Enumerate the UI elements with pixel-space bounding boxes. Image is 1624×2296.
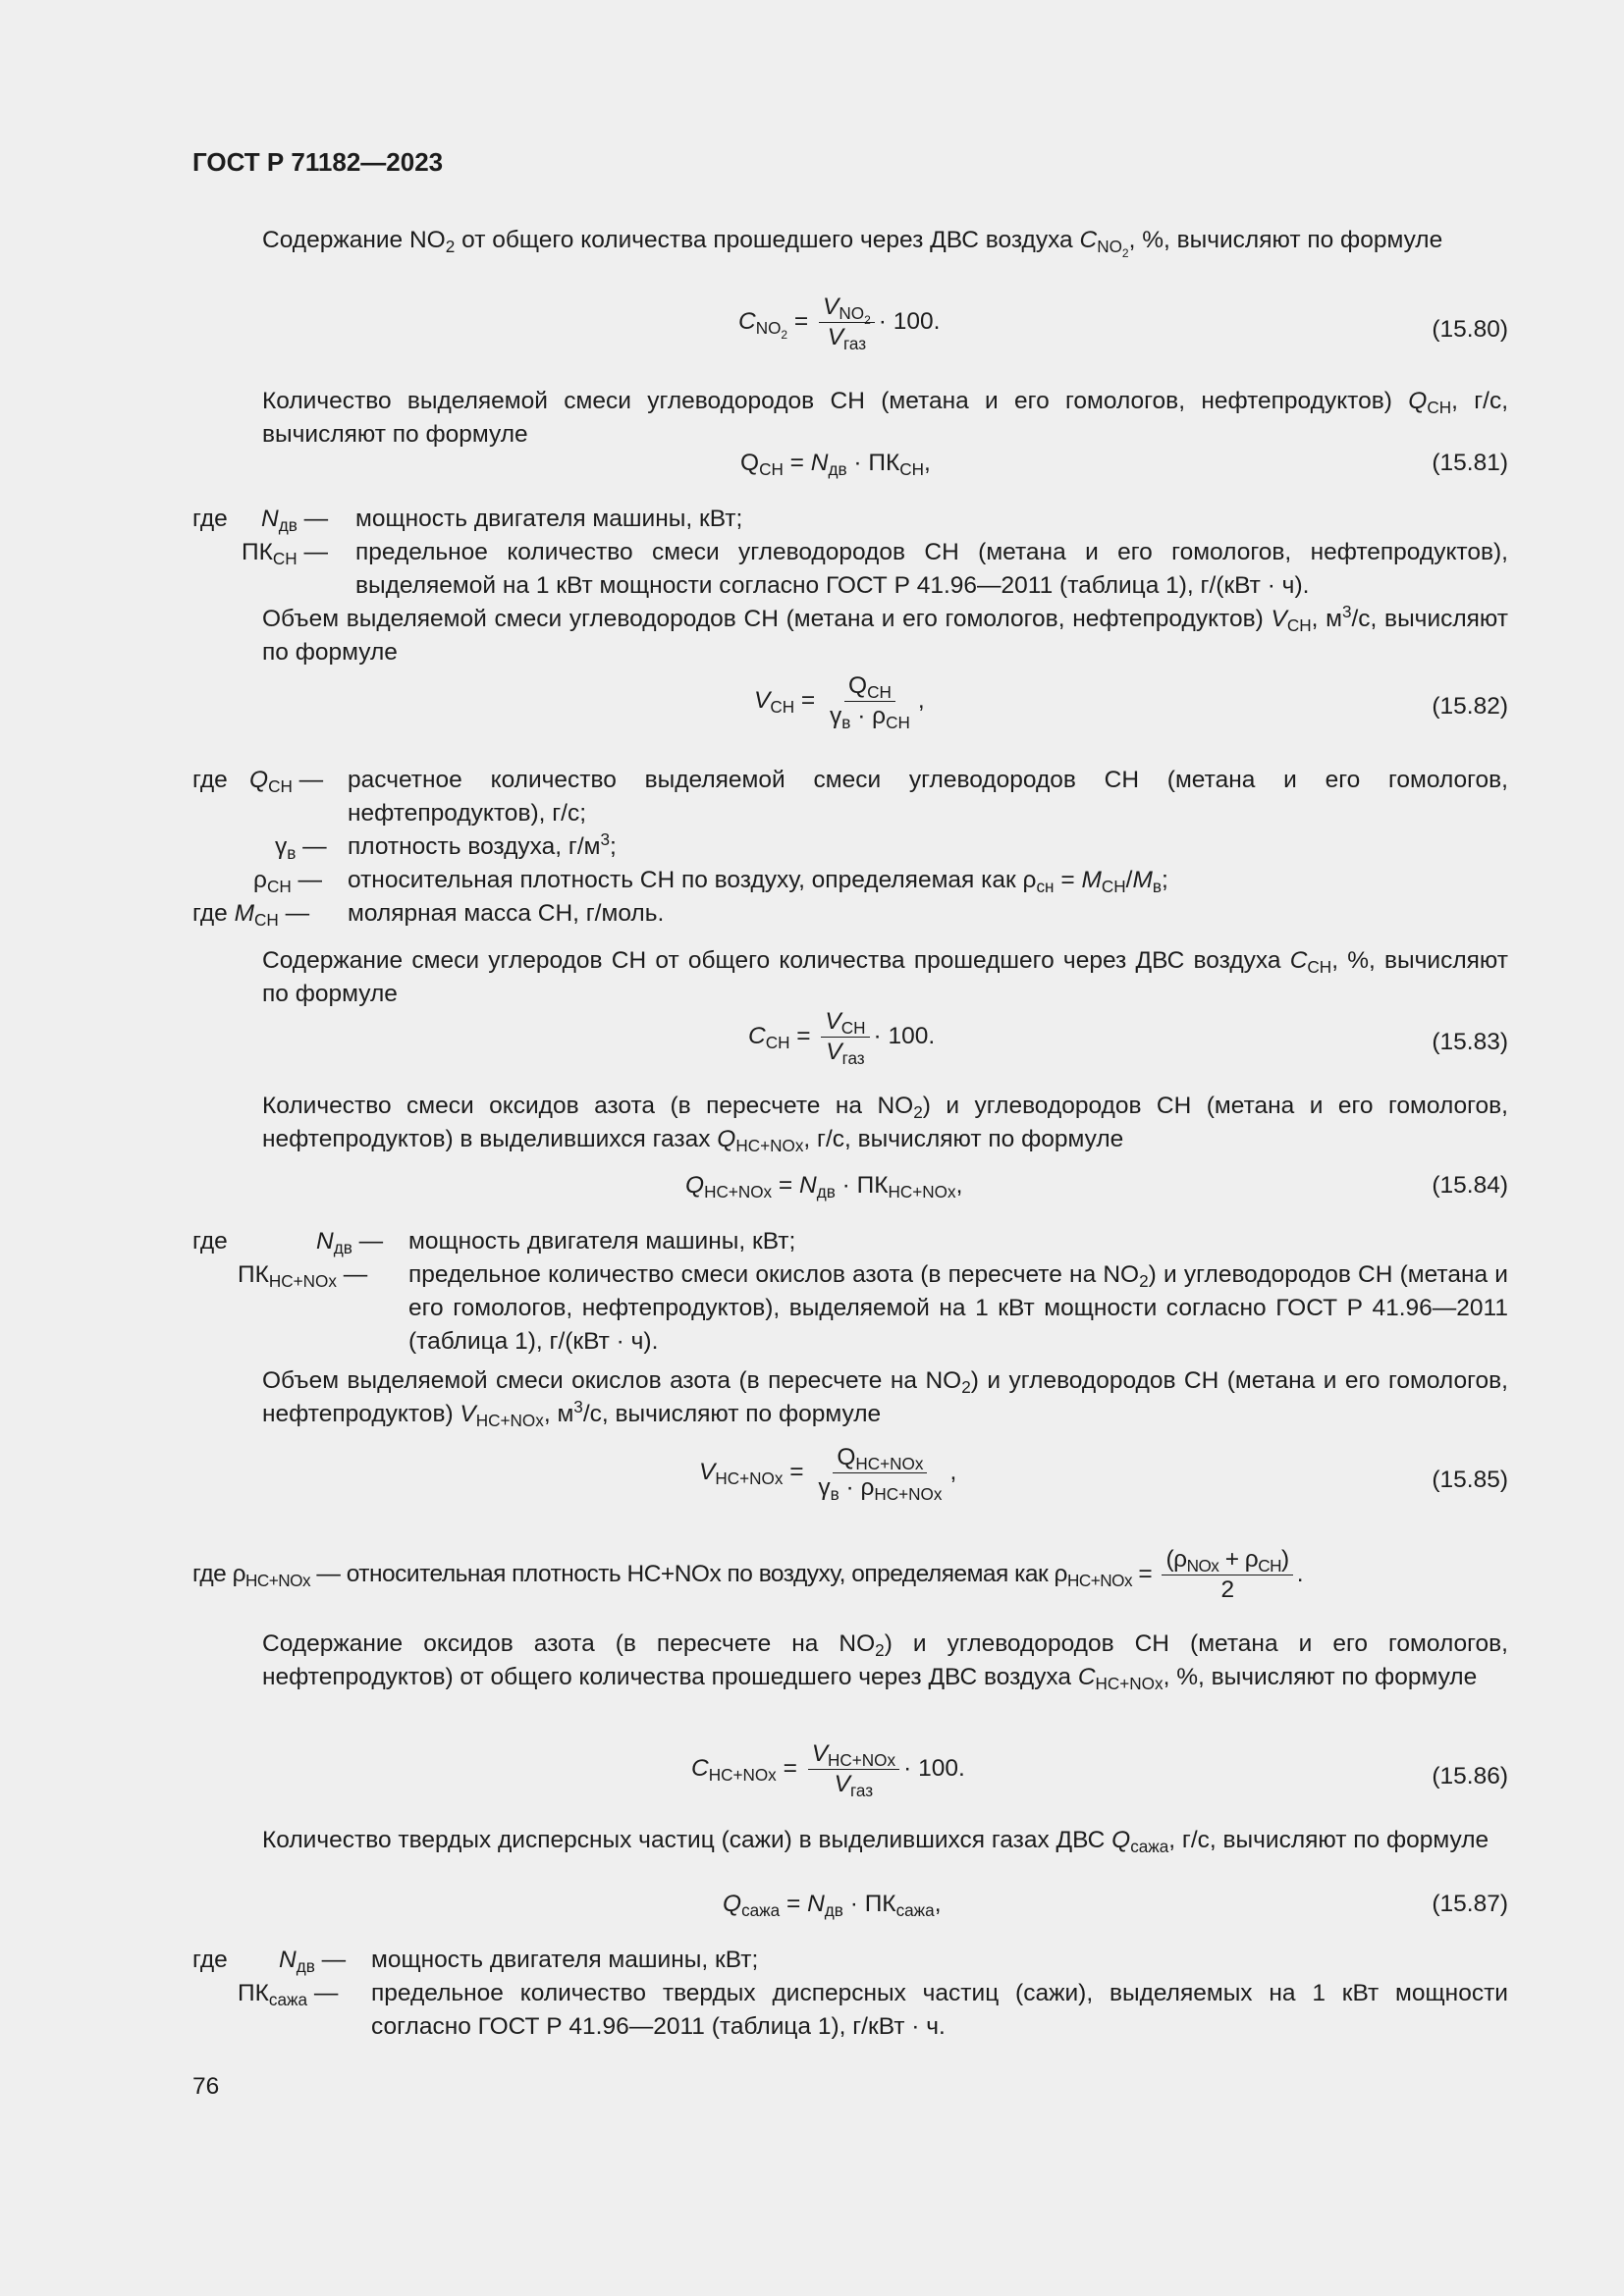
equation-15-87: $Q_{сажа} = N_{дв} \cdot ПК_{сажа}$, (15.87) [723,1891,1508,1920]
equation-15-85: $V_{HC+NOx}$ = $\frac{Q_{HC+NOx}}{\gamma_в \cdot \rho_{HC+NOx}}$ , (15.85) [699,1444,1508,1504]
page-number: 76 [192,2073,220,2100]
definition-rho-hc-nox: где $\rho_{HC+NOx}$ — относительная плотность HC+NOx по воздуху, определяемая как $\rho_{HC+NOx}$ = $\frac{(\rho_{NOx} + \rho_{CH})}{2}$ . [192,1546,1303,1603]
equation-number: (15.80) [1432,316,1508,343]
equation-15-80: $C_{NO_2}$ = $\frac{V_{NO_2}}{V_{газ}}$ · 100. (15.80) [738,294,1508,353]
equation-15-86: $C_{HC+NOx}$ = $\frac{V_{HC+NOx}}{V_{газ}}$ · 100. (15.86) [691,1740,1508,1800]
equation-15-82: $V_{CH}$ = $\frac{Q_{CH}}{\gamma_в \cdot \rho_{CH}}$ , (15.82) [754,672,1508,732]
paragraph-vhc-nox: Объем выделяемой смеси окислов азота (в пересчете на $NO_2$) и углеводородов СН (метана и его гомологов, нефтепродуктов) $V_{HC+NOx}$, $м^3/с$, вычисляют по формуле [262,1367,1508,1430]
equation-15-83: $C_{CH}$ = $\frac{V_{CH}}{V_{газ}}$ · 100. (15.83) [748,1008,1508,1068]
paragraph-qhc-nox: Количество смеси оксидов азота (в пересчете на $NO_2$) и углеводородов СН (метана и его гомологов, нефтепродуктов) в выделившихся газах $Q_{HC+NOx}$, г/с, вычисляют по формуле [262,1093,1508,1155]
definitions-15-84: где $N_{дв}$ — мощность двигателя машины, кВт; $ПК_{HC+NOx}$ — предельное количество смеси окислов азота (в пересчете на $NO_2$) и углеводородов СН (метана и его гомологов, нефтепродуктов), выделяемой на 1 кВт мощности согласно ГОСТ Р 41.96—2011 (таблица 1), г/(кВт · ч). [192,1228,1508,1355]
equation-15-84: $Q_{HC+NOx} = N_{дв} \cdot ПК_{HC+NOx}$, (15.84) [685,1172,1508,1201]
paragraph-chc-nox: Содержание оксидов азота (в пересчете на $NO_2$) и углеводородов СН (метана и его гомологов, нефтепродуктов) от общего количества прошедшего через ДВС воздуха $C_{HC+NOx}$, %, вычисляют по формуле [262,1630,1508,1693]
definitions-15-87: где $N_{дв}$ — мощность двигателя машины, кВт; $ПК_{сажа}$ — предельное количество твердых дисперсных частиц (сажи), выделяемых на 1 кВт мощности согласно ГОСТ Р 41.96—2011 (таблица 1), г/кВт · ч. [192,1947,1508,2040]
definitions-15-81: где $N_{дв}$ — мощность двигателя машины, кВт; $ПК_{CH}$ — предельное количество смеси углеводородов СН (метана и его гомологов, нефтепродуктов), выделяемой на 1 кВт мощности согласно ГОСТ Р 41.96—2011 (таблица 1), г/(кВт · ч). [192,506,1508,599]
document-header: ГОСТ Р 71182—2023 [192,147,444,177]
paragraph-no2-content: Содержание $NO_2$ от общего количества прошедшего через ДВС воздуха $C_{NO_2}$, %, вычисляют по формуле [262,227,1443,260]
paragraph-cch: Содержание смеси углеродов СН от общего количества прошедшего через ДВС воздуха $C_{CH}$, %, вычисляют по формуле [262,947,1508,1007]
definitions-15-82: где $Q_{CH}$ — расчетное количество выделяемой смеси углеводородов СН (метана и его гомологов, нефтепродуктов), г/с; $\gamma_в$ — плотность воздуха, $г/м^3$; $\rho_{CH}$ — относительная плотность СН по воздуху, определяемая как $\rho_{сн} = M_{CH}/M_в$; где $M_{CH}$ — молярная масса СН, г/моль. [192,767,1508,930]
paragraph-qsazha: Количество твердых дисперсных частиц (сажи) в выделившихся газах ДВС $Q_{сажа}$, г/с, вычисляют по формуле [262,1827,1489,1856]
paragraph-vch: Объем выделяемой смеси углеводородов СН (метана и его гомологов, нефтепродуктов) $V_{CH}$, $м^3/с$, вычисляют по формуле [262,602,1508,666]
paragraph-qch: Количество выделяемой смеси углеводородов СН (метана и его гомологов, нефтепродуктов) $Q_{CH}$, г/с, вычисляют по формуле [262,388,1508,448]
equation-15-81: $Q_{CH} = N_{дв} \cdot ПК_{CH}$, (15.81) [740,450,1508,479]
